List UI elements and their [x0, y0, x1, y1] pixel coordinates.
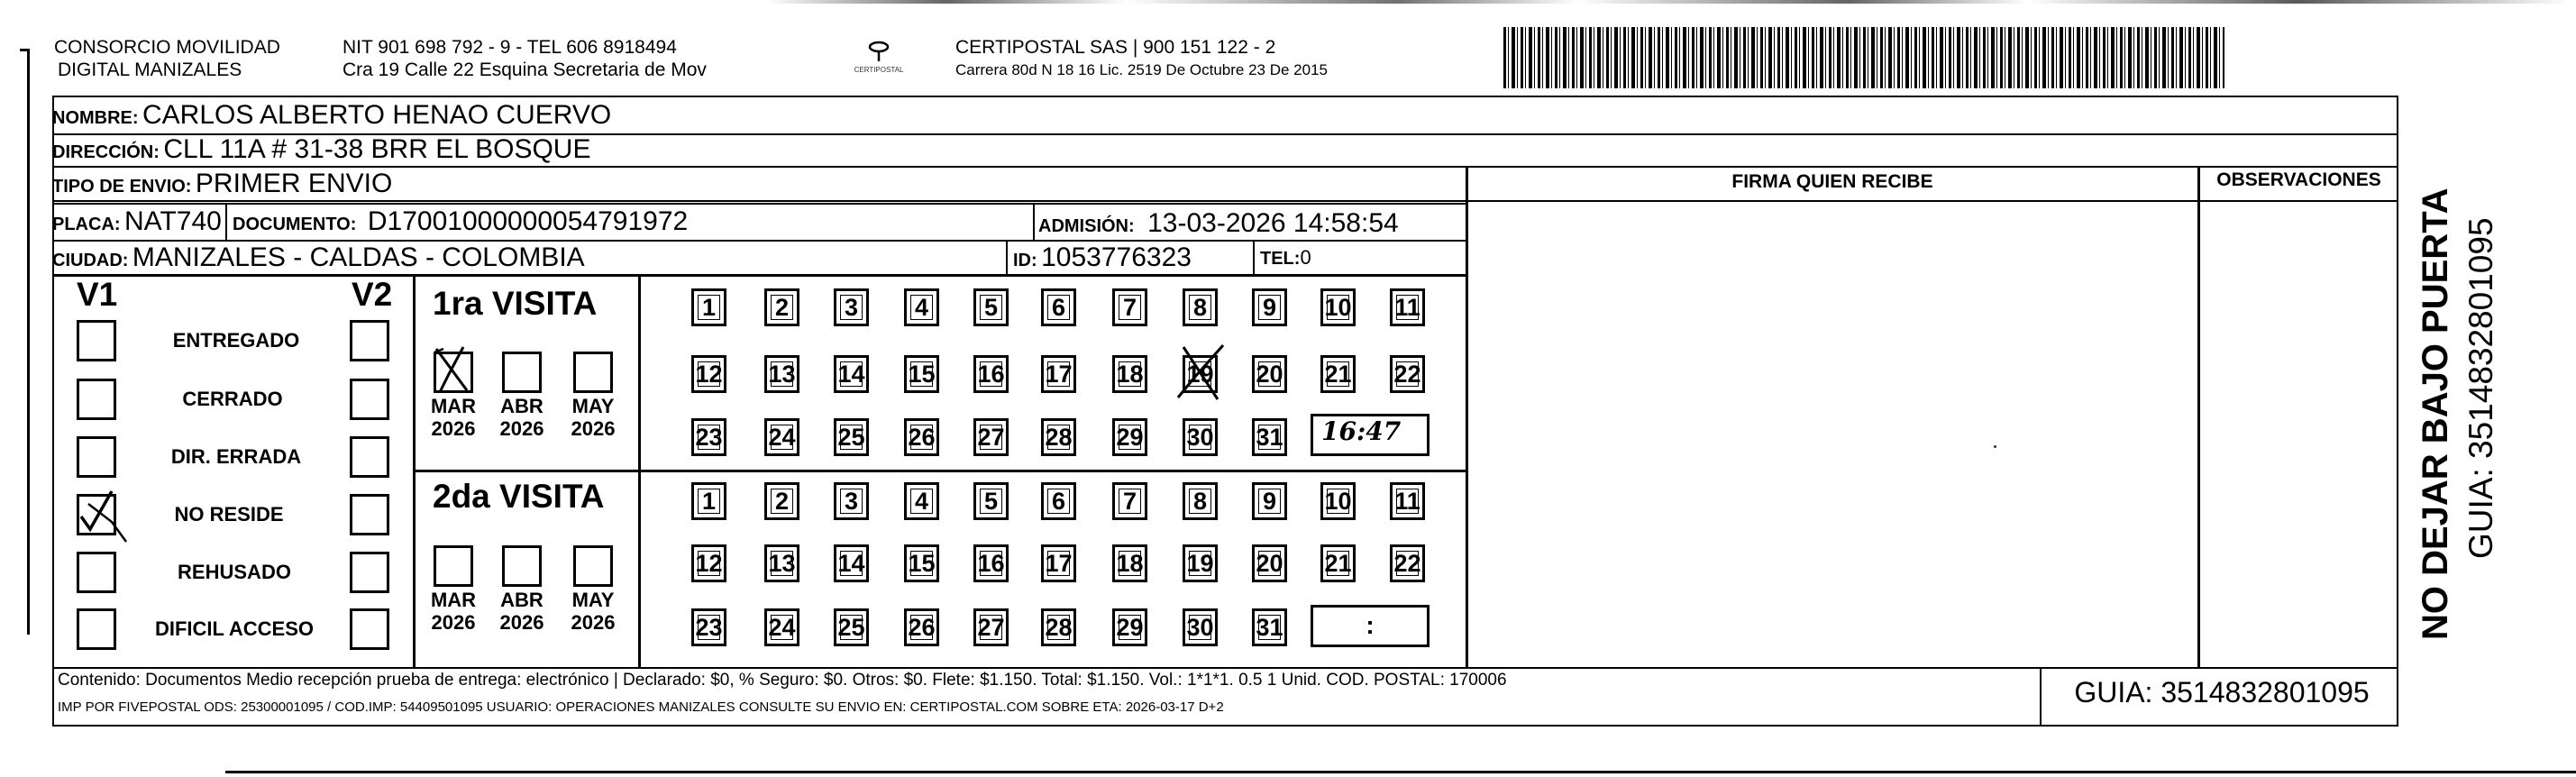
visit1-title: 1ra VISITA	[433, 285, 598, 322]
day-number: 26	[908, 423, 936, 451]
carrier-line-2: Carrera 80d N 18 16 Lic. 2519 De Octubre 23 De 2015	[955, 61, 1328, 78]
signature-area[interactable]	[1469, 202, 2196, 665]
v2-checkbox[interactable]	[350, 320, 389, 361]
day-number: 7	[1122, 293, 1137, 321]
day-number: 9	[1262, 293, 1277, 321]
month-label	[566, 589, 620, 634]
carrier-info	[955, 36, 1328, 81]
tel-value: 0	[1300, 246, 1311, 269]
day-box[interactable]	[1041, 482, 1076, 520]
day-box[interactable]	[1183, 355, 1218, 393]
divider	[2197, 167, 2200, 668]
side-warning: NO DEJAR BAJO PUERTA	[2416, 187, 2455, 640]
tipo-label: TIPO DE ENVIO:	[52, 177, 192, 197]
day-box[interactable]	[1041, 418, 1076, 456]
day-box[interactable]	[973, 418, 1009, 456]
day-number: 5	[983, 487, 999, 515]
day-box[interactable]	[904, 482, 939, 520]
month-year: 2026	[571, 417, 616, 440]
day-box[interactable]	[691, 544, 726, 582]
day-box[interactable]	[764, 482, 799, 520]
day-box[interactable]	[1252, 608, 1287, 646]
barcode	[1503, 27, 2224, 88]
day-box[interactable]	[1252, 355, 1287, 393]
v2-checkbox[interactable]	[350, 379, 389, 420]
day-box[interactable]	[904, 288, 939, 326]
month-name: MAY	[571, 589, 615, 611]
day-number: 13	[768, 360, 796, 388]
ciudad-value: MANIZALES - CALDAS - COLOMBIA	[132, 242, 585, 272]
day-number: 23	[695, 613, 723, 641]
day-number: 15	[908, 360, 936, 388]
day-box[interactable]	[1320, 544, 1356, 582]
month-label	[426, 395, 480, 440]
day-box[interactable]	[691, 608, 726, 646]
day-box[interactable]	[834, 608, 869, 646]
day-box[interactable]	[1252, 544, 1287, 582]
day-box[interactable]	[764, 544, 799, 582]
month-name: MAY	[571, 395, 615, 417]
day-box[interactable]	[1183, 608, 1218, 646]
status-option-label: DIFICIL ACCESO	[154, 617, 315, 640]
day-number: 6	[1051, 293, 1066, 321]
day-number: 19	[1186, 360, 1214, 388]
day-box[interactable]	[904, 608, 939, 646]
day-number: 10	[1324, 293, 1352, 321]
day-box[interactable]	[764, 418, 799, 456]
day-box[interactable]	[1390, 544, 1425, 582]
day-number: 25	[837, 613, 865, 641]
day-number: 5	[983, 293, 999, 321]
carrier-line-1: CERTIPOSTAL SAS | 900 151 122 - 2	[955, 37, 1276, 58]
day-box[interactable]	[1041, 355, 1076, 393]
v1-checkbox[interactable]	[77, 494, 116, 535]
placa-value: NAT740	[124, 206, 222, 236]
day-number: 9	[1262, 487, 1277, 515]
divider	[225, 203, 227, 241]
v1-checkbox[interactable]	[77, 379, 116, 420]
divider	[413, 470, 1467, 472]
month-label	[566, 395, 620, 440]
day-number: 7	[1122, 487, 1137, 515]
day-number: 27	[977, 423, 1005, 451]
day-box[interactable]	[1183, 544, 1218, 582]
month-year: 2026	[431, 417, 476, 440]
day-box[interactable]	[1390, 288, 1425, 326]
day-number: 10	[1324, 487, 1352, 515]
day-number: 1	[701, 487, 717, 515]
day-box[interactable]	[691, 355, 726, 393]
day-box[interactable]	[764, 288, 799, 326]
cut-line	[225, 771, 2576, 773]
check-mark-icon	[431, 343, 485, 398]
day-number: 14	[837, 549, 865, 577]
field-id	[1013, 242, 1192, 279]
divider	[1466, 167, 1468, 668]
status-option-label: CERRADO	[182, 388, 283, 410]
day-box[interactable]	[691, 418, 726, 456]
placa-label: PLACA:	[52, 215, 121, 234]
carrier-logo	[847, 40, 910, 74]
day-number: 4	[914, 293, 929, 321]
day-box[interactable]	[1320, 482, 1356, 520]
field-placa	[52, 206, 222, 242]
day-box[interactable]	[764, 355, 799, 393]
day-number: 20	[1256, 360, 1283, 388]
day-number: 17	[1045, 360, 1073, 388]
day-box[interactable]	[1112, 482, 1147, 520]
day-number: 2	[774, 293, 790, 321]
v1-checkbox[interactable]	[77, 436, 116, 478]
day-number: 26	[908, 613, 936, 641]
day-number: 6	[1051, 487, 1066, 515]
day-box[interactable]	[691, 288, 726, 326]
day-number: 31	[1256, 423, 1283, 451]
observations-header: OBSERVACIONES	[2216, 169, 2381, 190]
v2-checkbox[interactable]	[350, 436, 389, 478]
day-number: 2	[774, 487, 790, 515]
month-name: MAR	[430, 395, 477, 417]
nit-line-2: Cra 19 Calle 22 Esquina Secretaria de Mov	[343, 59, 707, 80]
day-box[interactable]	[973, 544, 1009, 582]
day-box[interactable]	[691, 482, 726, 520]
v2-label: V2	[352, 276, 393, 313]
month-name: ABR	[500, 589, 544, 611]
divider	[1253, 240, 1255, 276]
month-label	[495, 589, 549, 634]
status-option-label: DIR. ERRADA	[170, 445, 302, 468]
day-box[interactable]	[1252, 482, 1287, 520]
visit1-hour-text: 16:47	[1321, 416, 1402, 446]
logo-caption: CERTIPOSTAL	[854, 66, 904, 74]
logo-icon	[865, 40, 892, 63]
day-number: 11	[1394, 487, 1420, 515]
company-line-1: CONSORCIO MOVILIDAD	[54, 37, 280, 58]
day-number: 17	[1045, 549, 1073, 577]
scan-edge	[766, 0, 2569, 4]
day-box[interactable]	[1041, 608, 1076, 646]
day-number: 15	[908, 549, 936, 577]
field-nombre	[52, 99, 611, 136]
company-nit	[343, 36, 707, 81]
day-number: 29	[1116, 423, 1144, 451]
v2-checkbox[interactable]	[350, 608, 389, 650]
company-line-2: DIGITAL MANIZALES	[58, 59, 242, 80]
company-name	[54, 36, 280, 81]
v1-checkbox[interactable]	[77, 608, 116, 650]
day-box[interactable]	[1112, 288, 1147, 326]
footer-guia: GUIA: 3514832801095	[2074, 676, 2370, 708]
day-number: 21	[1324, 360, 1352, 388]
day-box[interactable]	[1183, 418, 1218, 456]
tipo-value: PRIMER ENVIO	[195, 169, 393, 198]
day-box[interactable]	[1041, 288, 1076, 326]
visit2-hour-box[interactable]: :	[1311, 605, 1430, 647]
day-number: 21	[1324, 549, 1352, 577]
nit-line-1: NIT 901 698 792 - 9 - TEL 606 8918494	[343, 37, 677, 58]
day-number: 25	[837, 423, 865, 451]
field-ciudad	[52, 242, 585, 279]
day-box[interactable]	[1112, 355, 1147, 393]
day-number: 8	[1192, 293, 1208, 321]
day-box[interactable]	[1390, 482, 1425, 520]
day-box[interactable]	[1390, 355, 1425, 393]
day-box[interactable]	[834, 288, 869, 326]
day-number: 28	[1045, 613, 1073, 641]
visit2-title: 2da VISITA	[433, 478, 605, 515]
margin-bracket	[27, 49, 30, 635]
day-box[interactable]	[834, 418, 869, 456]
field-documento	[233, 206, 688, 242]
day-box[interactable]	[973, 482, 1009, 520]
v1-label: V1	[77, 276, 118, 313]
divider	[2040, 667, 2042, 727]
day-box[interactable]	[1320, 288, 1356, 326]
field-admision	[1038, 207, 1399, 244]
month-label	[495, 395, 549, 440]
month-checkbox[interactable]	[434, 545, 473, 587]
day-number: 11	[1394, 293, 1420, 321]
day-number: 20	[1256, 549, 1283, 577]
day-box[interactable]	[1112, 544, 1147, 582]
footer-imp: IMP POR FIVEPOSTAL ODS: 25300001095 / COD.IMP: 54409501095 USUARIO: OPERACIONES MANIZALES CONSULTE SU ENVIO EN: CERTIPOSTAL.COM SOBRE ETA: 2026-03-17 D+2	[58, 699, 1224, 715]
day-box[interactable]	[764, 608, 799, 646]
day-box[interactable]	[1183, 288, 1218, 326]
day-number: 13	[768, 549, 796, 577]
v2-checkbox[interactable]	[350, 494, 389, 535]
day-number: 16	[977, 360, 1005, 388]
day-box[interactable]	[834, 482, 869, 520]
observations-area[interactable]	[2201, 202, 2397, 665]
day-number: 8	[1192, 487, 1208, 515]
admision-value: 13-03-2026 14:58:54	[1147, 208, 1399, 238]
nombre-value: CARLOS ALBERTO HENAO CUERVO	[142, 100, 612, 130]
margin-bracket-top	[20, 49, 29, 51]
documento-label: DOCUMENTO:	[233, 215, 357, 234]
day-number: 31	[1256, 613, 1283, 641]
month-year: 2026	[499, 417, 544, 440]
nombre-label: NOMBRE:	[52, 108, 139, 128]
month-checkbox[interactable]	[573, 352, 613, 393]
divider	[52, 667, 2398, 669]
documento-value: D17001000000054791972	[367, 206, 689, 236]
month-checkbox[interactable]	[502, 352, 542, 393]
day-box[interactable]	[973, 608, 1009, 646]
day-number: 27	[977, 613, 1005, 641]
divider	[1033, 203, 1035, 241]
v1-checkbox[interactable]	[77, 552, 116, 593]
day-number: 30	[1186, 423, 1214, 451]
field-direccion	[52, 133, 590, 170]
day-box[interactable]	[1041, 544, 1076, 582]
day-number: 24	[768, 423, 796, 451]
status-option-label: ENTREGADO	[172, 329, 300, 352]
day-box[interactable]	[904, 544, 939, 582]
month-name: ABR	[500, 395, 544, 417]
footer-contenido: Contenido: Documentos Medio recepción prueba de entrega: electrónico | Declarado: $0, % Seguro: $0. Otros: $0. Flete: $1.150. Total: $1.150. Vol.: 1*1*1. 0.5 1 Unid. COD. POSTAL: 170006	[58, 671, 1507, 690]
field-tel	[1260, 242, 1311, 277]
month-name: MAR	[430, 589, 477, 611]
direccion-label: DIRECCIÓN:	[52, 142, 160, 162]
day-number: 24	[768, 613, 796, 641]
day-number: 12	[695, 549, 723, 577]
day-box[interactable]	[834, 355, 869, 393]
day-box[interactable]	[1112, 608, 1147, 646]
day-box[interactable]	[904, 355, 939, 393]
day-number: 23	[695, 423, 723, 451]
v1-checkbox[interactable]	[77, 320, 116, 361]
day-number: 18	[1116, 360, 1144, 388]
v2-checkbox[interactable]	[350, 552, 389, 593]
status-option-label: REHUSADO	[178, 561, 291, 583]
month-checkbox[interactable]	[502, 545, 542, 587]
day-box[interactable]	[1252, 288, 1287, 326]
day-number: 16	[977, 549, 1005, 577]
day-box[interactable]	[973, 355, 1009, 393]
day-number: 3	[844, 293, 859, 321]
day-number: 18	[1116, 549, 1144, 577]
month-label	[426, 589, 480, 634]
day-box[interactable]	[973, 288, 1009, 326]
direccion-value: CLL 11A # 31-38 BRR EL BOSQUE	[163, 134, 591, 164]
month-checkbox[interactable]	[573, 545, 613, 587]
side-guia: GUIA: 3514832801095	[2462, 217, 2499, 559]
id-label: ID:	[1013, 251, 1037, 270]
day-number: 3	[844, 487, 859, 515]
field-tipo-envio	[52, 168, 392, 205]
status-option-label: NO RESIDE	[174, 503, 284, 526]
tel-label: TEL:	[1260, 249, 1301, 269]
day-number: 28	[1045, 423, 1073, 451]
month-checkbox[interactable]	[434, 352, 473, 393]
day-number: 1	[701, 293, 717, 321]
ciudad-label: CIUDAD:	[52, 251, 129, 270]
day-box[interactable]	[834, 544, 869, 582]
day-box[interactable]	[904, 418, 939, 456]
day-number: 22	[1393, 549, 1421, 577]
day-number: 12	[695, 360, 723, 388]
check-mark-icon	[76, 486, 130, 540]
day-number: 14	[837, 360, 865, 388]
day-box[interactable]	[1252, 418, 1287, 456]
day-box[interactable]	[1112, 418, 1147, 456]
month-year: 2026	[431, 611, 476, 634]
admision-label: ADMISIÓN:	[1038, 216, 1135, 236]
id-value: 1053776323	[1041, 242, 1192, 272]
day-box[interactable]	[1320, 355, 1356, 393]
month-year: 2026	[571, 611, 616, 634]
signature-header: FIRMA QUIEN RECIBE	[1731, 171, 1933, 192]
cross-mark-icon	[1174, 342, 1229, 405]
month-year: 2026	[499, 611, 544, 634]
day-number: 30	[1186, 613, 1214, 641]
day-box[interactable]	[1183, 482, 1218, 520]
day-number: 22	[1393, 360, 1421, 388]
day-number: 19	[1186, 549, 1214, 577]
ink-dot	[1994, 445, 1996, 448]
divider	[1006, 240, 1008, 276]
day-number: 29	[1116, 613, 1144, 641]
day-number: 4	[914, 487, 929, 515]
